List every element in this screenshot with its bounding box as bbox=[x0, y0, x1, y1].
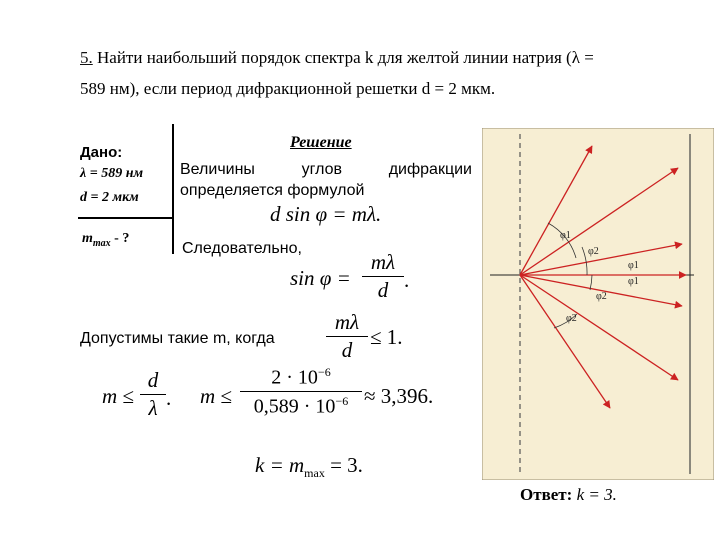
angle-label-phi2-b: φ2 bbox=[596, 291, 607, 302]
answer bbox=[520, 485, 617, 505]
frac-bar bbox=[362, 276, 404, 277]
frac4-num-wrap bbox=[240, 366, 362, 388]
frac4-num-exp: −6 bbox=[317, 365, 331, 379]
k-val: = 3. bbox=[330, 453, 363, 477]
angle-label-phi2-c: φ2 bbox=[566, 313, 577, 324]
frac3-num: d bbox=[147, 368, 159, 392]
frac-den: d bbox=[377, 278, 389, 302]
angle-label-phi2-a: φ2 bbox=[588, 246, 599, 257]
formula-k bbox=[255, 453, 363, 481]
given-d: d = 2 мкм bbox=[80, 190, 139, 205]
text1-b: углов bbox=[301, 161, 343, 178]
unknown-symbol: m bbox=[82, 231, 93, 246]
solution-text-3: Следовательно, bbox=[182, 240, 302, 257]
frac2-bar bbox=[326, 336, 368, 337]
given-lambda: λ = 589 нм bbox=[80, 166, 144, 181]
frac-num: mλ bbox=[370, 250, 396, 274]
formula-grating: d sin φ = mλ. bbox=[270, 202, 382, 226]
frac4-den: 0,589 · 10 bbox=[253, 395, 336, 418]
given-unknown bbox=[82, 231, 129, 249]
given-title: Дано: bbox=[80, 144, 123, 161]
answer-label: Ответ: bbox=[520, 485, 573, 504]
problem-text-1: Найти наибольший порядок спектра k для желтой линии натрия (λ = bbox=[97, 48, 594, 67]
given-vertical-line bbox=[172, 124, 174, 254]
answer-text: k = 3. bbox=[576, 485, 617, 504]
diagram-background bbox=[482, 128, 714, 480]
frac4-bar bbox=[240, 391, 362, 392]
solution-heading: Решение bbox=[290, 134, 352, 151]
frac2-den: d bbox=[341, 338, 353, 362]
problem-line-1 bbox=[80, 48, 594, 68]
k-eq: k = m bbox=[255, 453, 305, 477]
fraction-d-lambda bbox=[140, 370, 166, 419]
k-sub: max bbox=[304, 466, 325, 481]
fraction-mlambda-d bbox=[362, 252, 404, 301]
text1-a: Величины bbox=[180, 161, 255, 178]
formula-m-leq-2: m ≤ bbox=[200, 384, 232, 408]
frac4-den-wrap bbox=[240, 395, 362, 417]
formula-period-2: . bbox=[166, 386, 172, 410]
frac3-den: λ bbox=[148, 396, 158, 420]
solution-text-1 bbox=[180, 161, 472, 179]
angle-label-phi1-c: φ1 bbox=[628, 276, 639, 287]
formula-period: . bbox=[404, 268, 410, 292]
angle-label-phi1-b: φ1 bbox=[628, 260, 639, 271]
solution-text-4: Допустимы такие m, когда bbox=[80, 330, 275, 347]
given-divider bbox=[78, 217, 173, 219]
solution-text-2: определяется формулой bbox=[180, 182, 365, 199]
formula-sin-lhs: sin φ = bbox=[290, 266, 351, 290]
formula-leq-one: ≤ 1. bbox=[370, 325, 403, 349]
formula-m-leq: m ≤ bbox=[102, 384, 134, 408]
formula-approx: ≈ 3,396. bbox=[364, 384, 434, 408]
fraction-numeric bbox=[240, 366, 362, 416]
problem-number: 5. bbox=[80, 48, 93, 67]
fraction-mlambda-d-2 bbox=[326, 312, 368, 361]
frac4-num: 2 · 10 bbox=[271, 366, 318, 389]
problem-line-2: 589 нм), если период дифракционной решетки d = 2 мкм. bbox=[80, 79, 496, 98]
diffraction-diagram bbox=[482, 128, 714, 480]
unknown-sub: max bbox=[92, 237, 111, 249]
frac4-den-exp: −6 bbox=[335, 393, 349, 408]
frac3-bar bbox=[140, 394, 166, 395]
text1-c: дифракции bbox=[388, 161, 472, 178]
unknown-suffix: - ? bbox=[114, 231, 130, 246]
angle-label-phi1-a: φ1 bbox=[560, 230, 571, 241]
frac2-num: mλ bbox=[334, 310, 360, 334]
